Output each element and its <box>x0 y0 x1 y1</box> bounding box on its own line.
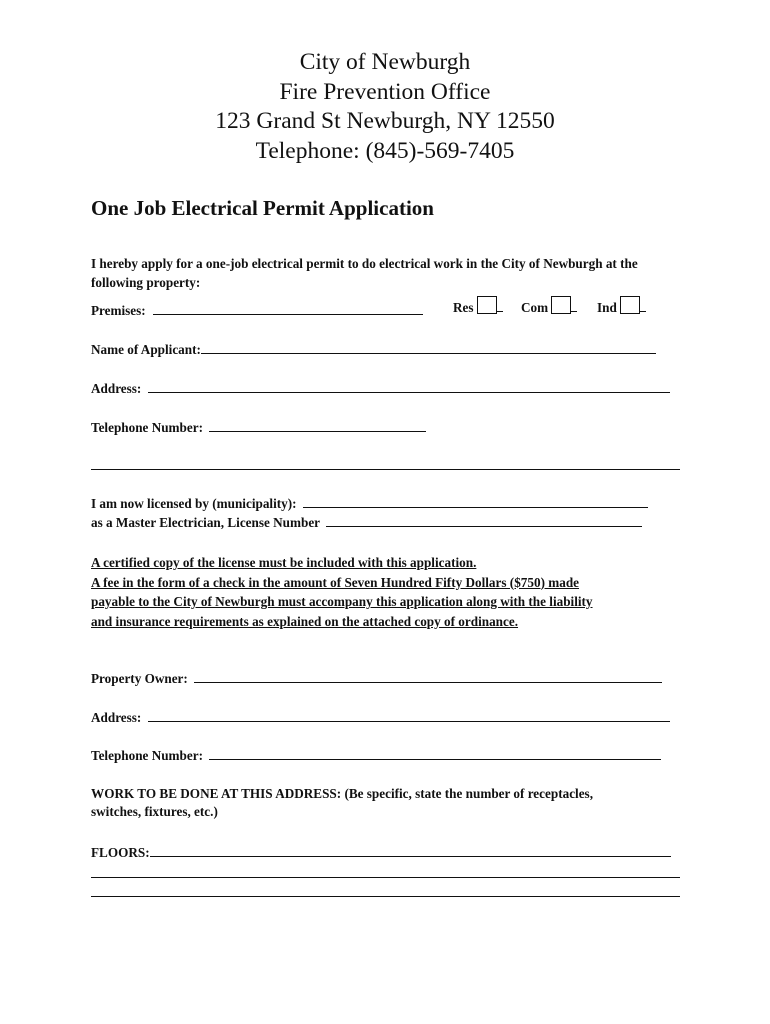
address-field[interactable] <box>148 379 670 393</box>
ind-option <box>597 296 646 316</box>
telephone-field[interactable] <box>209 418 426 432</box>
intro-text: I hereby apply for a one-job electrical permit to do electrical work in the City of Newburgh at the following property: <box>91 256 638 290</box>
owner-row <box>91 669 662 688</box>
res-underline <box>497 298 503 312</box>
office-header <box>0 48 770 166</box>
owner-label: Property Owner: <box>91 671 188 686</box>
telephone-row <box>91 418 426 437</box>
work-label-continued: switches, fixtures, etc.) <box>91 804 218 819</box>
municipality-field[interactable] <box>303 494 648 508</box>
floors-row <box>91 843 671 862</box>
separator-line <box>91 469 680 470</box>
owner-telephone-label: Telephone Number: <box>91 748 203 763</box>
owner-telephone-field[interactable] <box>209 746 661 760</box>
owner-telephone-row <box>91 746 661 765</box>
floors-field[interactable] <box>150 843 671 857</box>
applicant-label: Name of Applicant: <box>91 342 201 357</box>
com-checkbox[interactable] <box>551 296 571 314</box>
ind-checkbox[interactable] <box>620 296 640 314</box>
owner-address-field[interactable] <box>148 708 670 722</box>
applicant-row <box>91 340 656 359</box>
ind-underline <box>640 298 646 312</box>
notice-line-4: and insurance requirements as explained on the attached copy of ordinance. <box>91 613 519 629</box>
premises-row <box>91 301 423 320</box>
header-address: 123 Grand St Newburgh, NY 12550 <box>215 108 555 134</box>
owner-address-label: Address: <box>91 710 142 725</box>
com-label: Com <box>521 300 549 315</box>
premises-field[interactable] <box>153 301 423 315</box>
header-telephone: Telephone: (845)-569-7405 <box>255 137 515 164</box>
header-office: Fire Prevention Office <box>279 78 491 105</box>
telephone-label: Telephone Number: <box>91 420 203 435</box>
address-label: Address: <box>91 381 142 396</box>
owner-address-row <box>91 708 670 727</box>
applicant-field[interactable] <box>201 340 656 354</box>
work-label-row <box>91 785 593 821</box>
address-row <box>91 379 670 398</box>
res-option <box>453 296 503 316</box>
floors-label: FLOORS: <box>91 845 150 860</box>
owner-field[interactable] <box>194 669 662 683</box>
form-title: One Job Electrical Permit Application <box>91 196 434 220</box>
com-underline <box>571 298 577 312</box>
header-city: City of Newburgh <box>299 49 471 75</box>
work-line-3[interactable] <box>91 896 680 897</box>
notice-line-3: payable to the City of Newburgh must accompany this application along with the liability <box>91 594 593 609</box>
work-label: WORK TO BE DONE AT THIS ADDRESS: (Be specific, state the number of receptacles, <box>91 786 593 801</box>
com-option <box>521 296 577 316</box>
notice-line-2: A fee in the form of a check in the amount of Seven Hundred Fifty Dollars ($750) made <box>91 574 580 590</box>
notice-line-1: A certified copy of the license must be included with this application. <box>91 555 477 570</box>
res-label: Res <box>453 300 474 315</box>
license-fee-notice <box>91 553 701 631</box>
work-line-2[interactable] <box>91 877 680 878</box>
license-number-row <box>91 513 642 532</box>
license-number-field[interactable] <box>326 513 642 527</box>
ind-label: Ind <box>597 300 617 315</box>
licensed-row <box>91 494 648 513</box>
res-checkbox[interactable] <box>477 296 497 314</box>
premises-label: Premises: <box>91 303 146 318</box>
licensed-label: I am now licensed by (municipality): <box>91 496 297 511</box>
license-number-label: as a Master Electrician, License Number <box>91 515 321 530</box>
